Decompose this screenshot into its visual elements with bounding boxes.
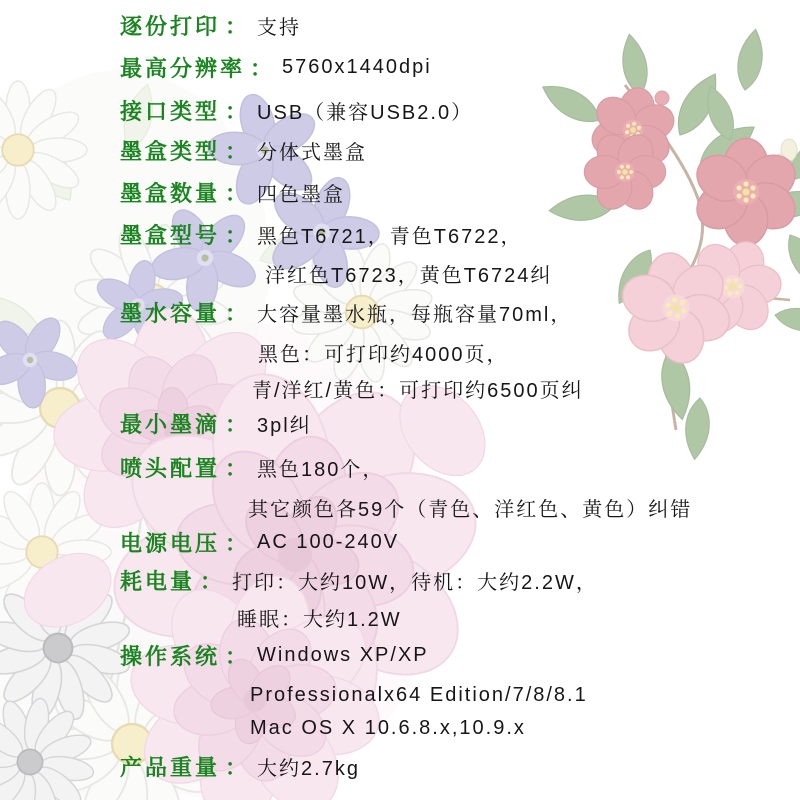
spec-row-collate-printing xyxy=(120,5,301,45)
spec-value: 睡眠：大约1.2W xyxy=(237,608,402,631)
spec-value: AC 100-240V xyxy=(257,530,400,553)
spec-row-max-resolution xyxy=(120,47,432,87)
spec-value: 青/洋红/黄色：可打印约6500页纠 xyxy=(252,379,584,402)
spec-colon: ： xyxy=(225,222,248,248)
spec-colon: ： xyxy=(225,138,248,164)
spec-row-os-support xyxy=(120,635,429,675)
spec-value: 支持 xyxy=(257,16,302,39)
spec-label: 最小墨滴 xyxy=(120,411,221,437)
spec-colon: ： xyxy=(225,98,248,124)
spec-value: Windows XP/XP xyxy=(257,643,429,666)
spec-row-min-droplet xyxy=(120,403,312,443)
spec-colon: ： xyxy=(225,455,248,481)
spec-row-ink-capacity-line2 xyxy=(258,332,509,372)
spec-label: 产品重量 xyxy=(120,754,221,780)
spec-label: 墨盒数量 xyxy=(120,180,221,206)
spec-row-cartridge-count xyxy=(120,172,345,212)
spec-label: 墨水容量 xyxy=(120,300,221,326)
spec-row-os-support-line3 xyxy=(250,708,526,748)
spec-row-power-voltage xyxy=(120,522,399,562)
spec-colon: ： xyxy=(225,13,248,39)
spec-label: 喷头配置 xyxy=(120,455,221,481)
spec-row-ink-capacity xyxy=(120,292,572,332)
spec-row-nozzle-config-line2 xyxy=(248,487,692,527)
spec-value: 大约2.7kg xyxy=(257,757,360,780)
spec-colon: ： xyxy=(225,300,248,326)
spec-value: Professionalx64 Edition/7/8/8.1 xyxy=(250,683,588,706)
spec-value: 5760x1440dpi xyxy=(282,55,432,78)
spec-value: 黑色：可打印约4000页， xyxy=(258,343,509,366)
spec-label: 接口类型 xyxy=(120,98,221,124)
spec-row-cartridge-model-line2 xyxy=(265,253,552,293)
spec-colon: ： xyxy=(225,411,248,437)
spec-value: 分体式墨盒 xyxy=(257,141,368,164)
spec-row-interface-type xyxy=(120,90,473,130)
spec-label: 墨盒类型 xyxy=(120,138,221,164)
spec-value: 大容量墨水瓶，每瓶容量70ml， xyxy=(257,303,573,326)
spec-value: 黑色180个， xyxy=(257,458,385,481)
spec-row-nozzle-config xyxy=(120,447,384,487)
spec-row-cartridge-type xyxy=(120,130,367,170)
spec-value: 打印：大约10W，待机：大约2.2W， xyxy=(232,571,598,594)
spec-colon: ： xyxy=(200,568,223,594)
spec-colon: ： xyxy=(225,643,248,669)
spec-label: 最高分辨率 xyxy=(120,55,246,81)
spec-label: 操作系统 xyxy=(120,643,221,669)
spec-value: 其它颜色各59个（青色、洋红色、黄色）纠错 xyxy=(248,498,693,521)
spec-value: 3pl纠 xyxy=(257,414,312,437)
spec-value: USB（兼容USB2.0） xyxy=(257,101,474,124)
spec-label: 逐份打印 xyxy=(120,13,221,39)
spec-colon: ： xyxy=(225,180,248,206)
spec-row-cartridge-model xyxy=(120,214,522,254)
spec-value: 四色墨盒 xyxy=(257,183,346,206)
spec-colon: ： xyxy=(250,55,273,81)
spec-row-power-consumption-line2 xyxy=(237,597,402,637)
spec-colon: ： xyxy=(225,754,248,780)
spec-label: 墨盒型号 xyxy=(120,222,221,248)
spec-row-ink-capacity-line3 xyxy=(252,368,584,408)
spec-value: Mac OS X 10.6.8.x,10.9.x xyxy=(250,716,526,739)
spec-value: 黑色T6721，青色T6722， xyxy=(257,225,523,248)
spec-row-power-consumption xyxy=(120,560,598,600)
spec-label: 电源电压 xyxy=(120,530,221,556)
spec-value: 洋红色T6723，黄色T6724纠 xyxy=(265,264,553,287)
spec-row-product-weight xyxy=(120,746,360,786)
spec-colon: ： xyxy=(225,530,248,556)
spec-label: 耗电量 xyxy=(120,568,196,594)
